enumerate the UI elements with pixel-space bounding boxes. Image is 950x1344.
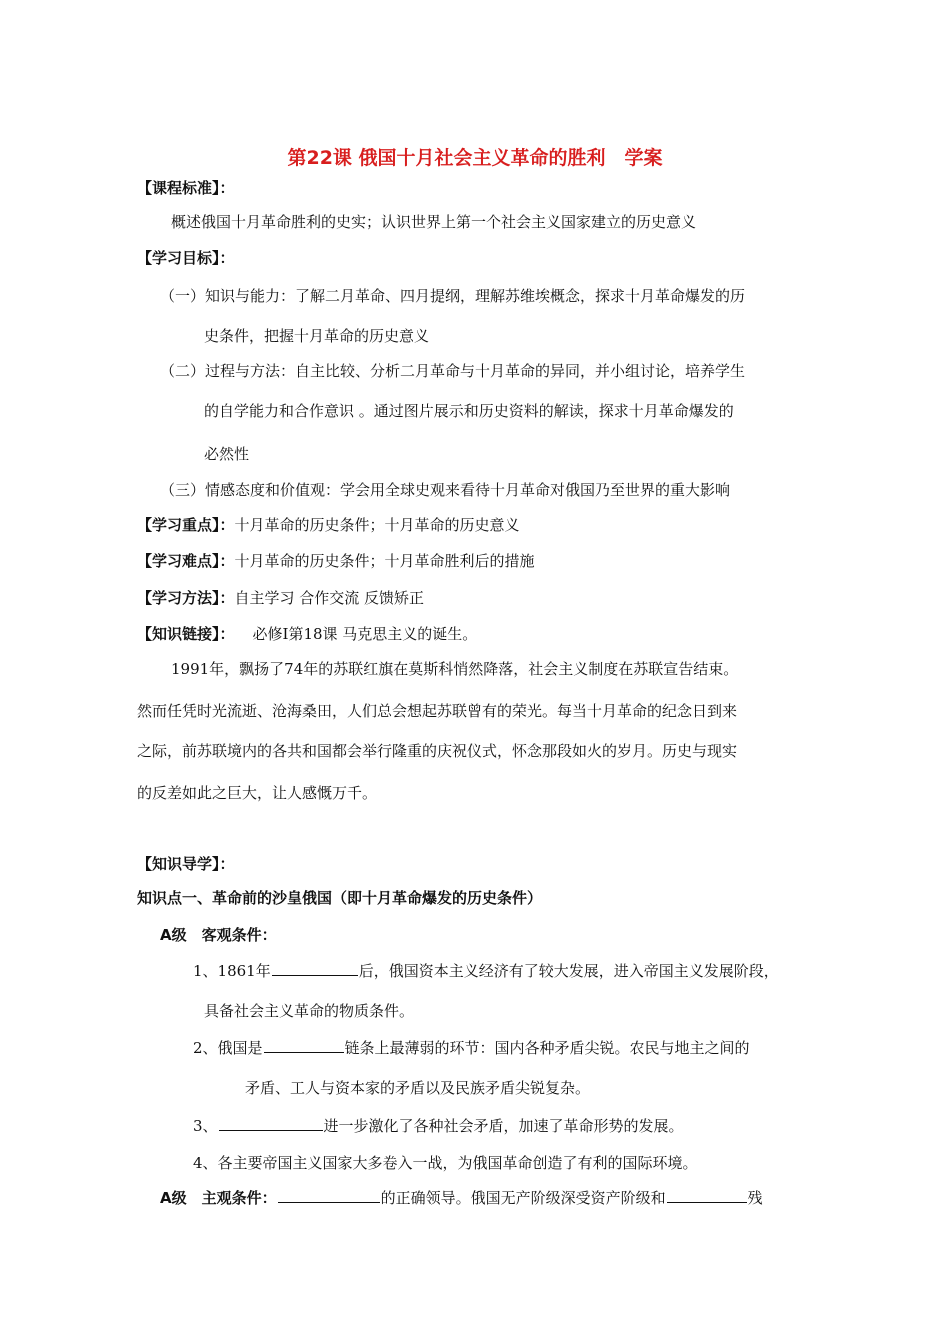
goal-3-line-1: （三）情感态度和价值观：学会用全球史观来看待十月革命对俄国乃至世界的重大影响 [160, 481, 731, 499]
standard-text: 概述俄国十月革命胜利的史实；认识世界上第一个社会主义国家建立的历史意义 [171, 213, 697, 231]
page-title: 第22课 俄国十月社会主义革命的胜利 学案 [287, 147, 663, 169]
item-3-line: 3、 进一步激化了各种社会矛盾，加速了革命形势的发展。 [193, 1117, 684, 1135]
answer-blank-5[interactable] [667, 1188, 747, 1203]
difficulty-heading: 【学习难点】： [137, 552, 235, 570]
link-paragraph-4: 的反差如此之巨大，让人感慨万千。 [137, 784, 378, 802]
item-1-line-1: 1、1861年 后，俄国资本主义经济有了较大发展，进入帝国主义发展阶段， [193, 962, 779, 980]
difficulty-row [137, 551, 535, 571]
guide-heading: 【知识导学】： [137, 855, 235, 873]
focus-row [137, 515, 520, 535]
standard-heading: 【课程标准】： [137, 179, 235, 197]
answer-blank-2[interactable] [264, 1038, 344, 1053]
method-text: 自主学习 合作交流 反馈矫正 [234, 589, 425, 607]
link-paragraph-1: 1991年，飘扬了74年的苏联红旗在莫斯科悄然降落，社会主义制度在苏联宣告结束。 [171, 660, 739, 678]
objective-label: A级 客观条件： [160, 926, 277, 944]
answer-blank-1[interactable] [272, 961, 358, 976]
goal-2-line-3: 必然性 [204, 445, 250, 463]
subjective-label: A级 主观条件： [160, 1189, 277, 1207]
goal-2-line-2: 的自学能力和合作意识 。通过图片展示和历史资料的解读，探求十月革命爆发的 [204, 402, 734, 420]
difficulty-text: 十月革命的历史条件；十月革命胜利后的措施 [234, 552, 535, 570]
focus-text: 十月革命的历史条件；十月革命的历史意义 [234, 516, 520, 534]
item-2-line-2: 矛盾、工人与资本家的矛盾以及民族矛盾尖锐复杂。 [245, 1079, 591, 1097]
goal-2-line-1: （二）过程与方法：自主比较、分析二月革命与十月革命的异同，并小组讨论，培养学生 [160, 362, 746, 380]
item-1-line-2: 具备社会主义革命的物质条件。 [204, 1002, 415, 1020]
link-paragraph-3: 之际，前苏联境内的各共和国都会举行隆重的庆祝仪式，怀念那段如火的岁月。历史与现实 [137, 742, 738, 760]
method-row [137, 588, 424, 608]
link-paragraph-2: 然而任凭时光流逝、沧海桑田，人们总会想起苏联曾有的荣光。每当十月革命的纪念日到来 [137, 702, 738, 720]
item-2-line-1: 2、俄国是 链条上最薄弱的环节：国内各种矛盾尖锐。农民与地主之间的 [193, 1039, 750, 1057]
goals-heading: 【学习目标】： [137, 249, 235, 267]
item-4-line: 4、各主要帝国主义国家大多卷入一战，为俄国革命创造了有利的国际环境。 [193, 1154, 698, 1172]
answer-blank-3[interactable] [219, 1116, 323, 1131]
link-text: 必修Ⅰ第18课 马克思主义的诞生。 [252, 625, 478, 643]
subjective-row: A级 主观条件： 的正确领导。俄国无产阶级深受资产阶级和 残 [160, 1189, 763, 1207]
answer-blank-4[interactable] [278, 1188, 380, 1203]
focus-heading: 【学习重点】： [137, 516, 235, 534]
knowledge-point-1: 知识点一、革命前的沙皇俄国（即十月革命爆发的历史条件） [137, 889, 543, 907]
goal-1-line-1: （一）知识与能力：了解二月革命、四月提纲，理解苏维埃概念，探求十月革命爆发的历 [160, 287, 746, 305]
link-row [137, 624, 477, 644]
goal-1-line-2: 史条件，把握十月革命的历史意义 [204, 327, 430, 345]
link-heading: 【知识链接】： [137, 625, 235, 643]
method-heading: 【学习方法】： [137, 589, 235, 607]
